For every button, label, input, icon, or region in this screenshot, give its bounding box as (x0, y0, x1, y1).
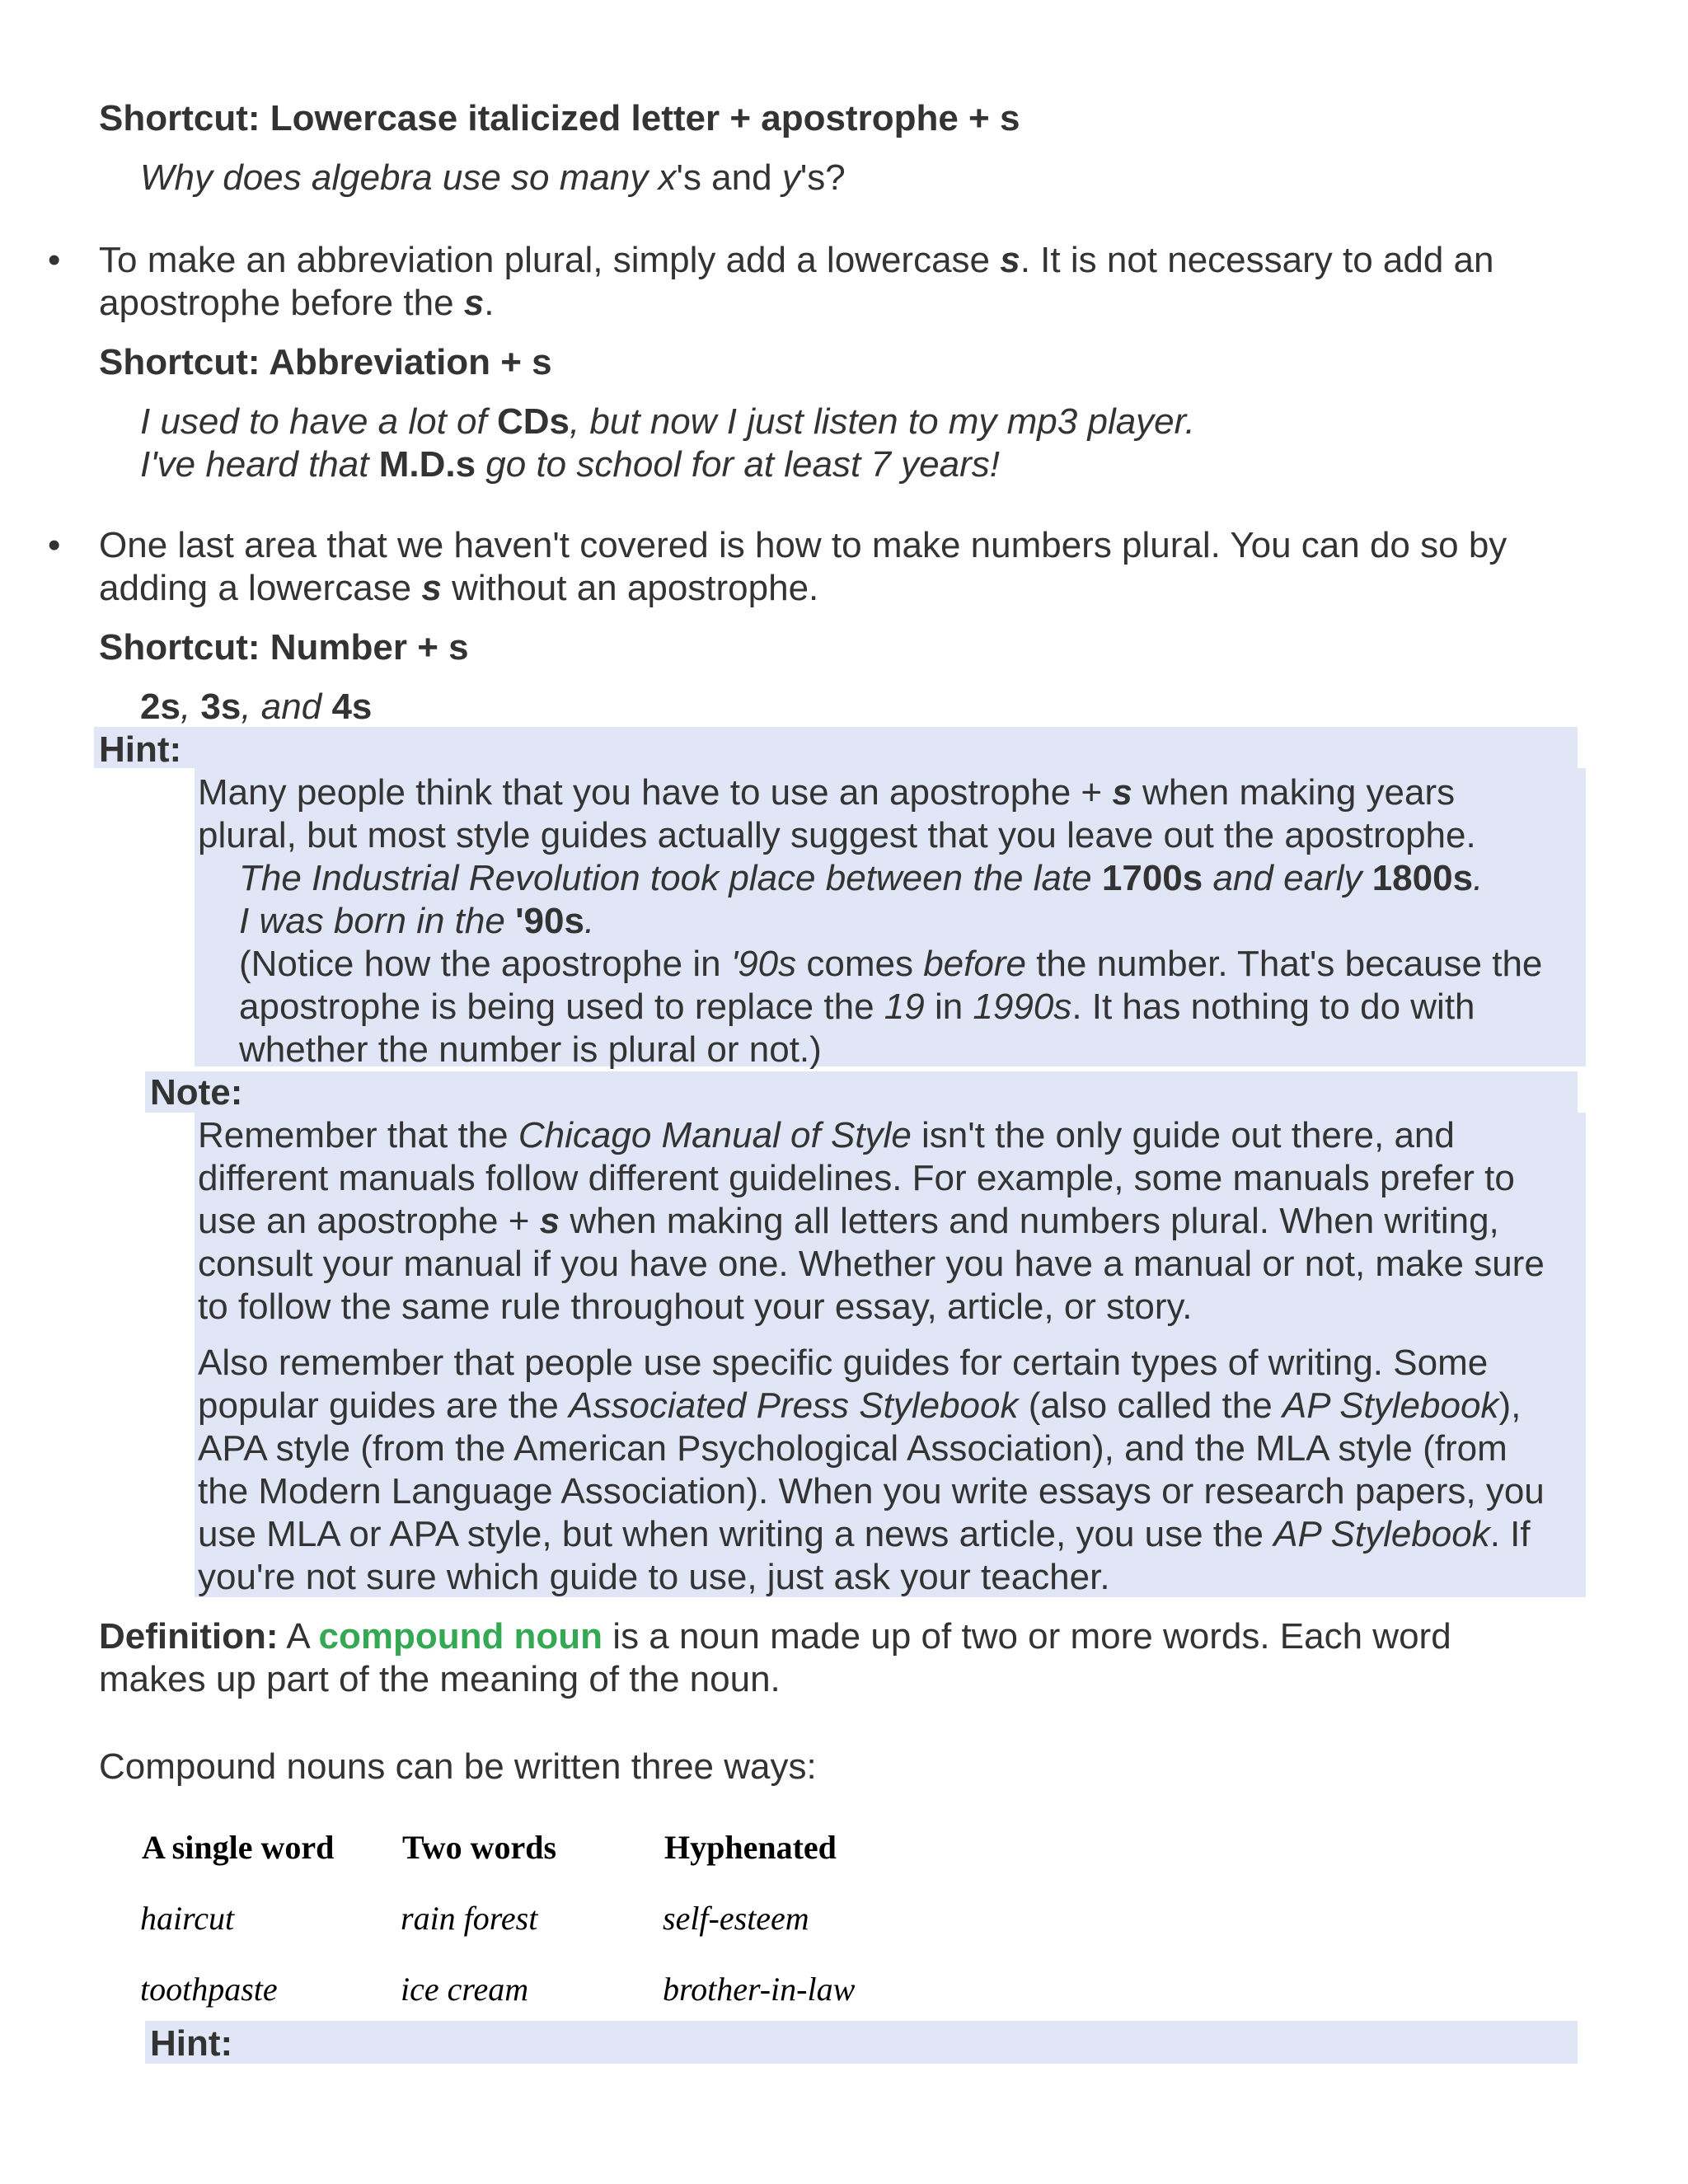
note-line8: APA style (from the American Psychological Association), and the MLA style (from (198, 1428, 1507, 1469)
text: without an apostrophe. (441, 568, 819, 608)
hint-line1 (198, 771, 1455, 814)
hint-label-band (145, 2021, 1578, 2064)
text: . It has nothing to do with (1071, 987, 1475, 1027)
letter-s: s (421, 568, 442, 608)
numbers-paragraph-line2 (99, 567, 818, 610)
text: . (1473, 858, 1484, 898)
text: when making all letters and numbers plural. When writing, (560, 1201, 1499, 1241)
table-cell: rain forest (401, 1900, 538, 1937)
note-line4: consult your manual if you have one. Whether you have a manual or not, make sure (198, 1244, 1545, 1284)
text: adding a lowercase (99, 568, 422, 608)
hint-label-band (94, 727, 1578, 768)
bullet-icon: • (48, 525, 61, 565)
text: To make an abbreviation plural, simply add a lowercase (99, 240, 1001, 280)
text: isn't the only guide out there, and (911, 1115, 1455, 1155)
text: ), (1498, 1385, 1522, 1426)
table-header: A single word (142, 1829, 335, 1866)
defined-term: compound noun (318, 1616, 603, 1657)
text: and early (1203, 858, 1372, 898)
text: apostrophe before the (99, 283, 464, 323)
example-text: 's and (676, 157, 782, 198)
note-line6: Also remember that people use specific guides for certain types of writing. Some (198, 1343, 1489, 1383)
note-line10 (198, 1513, 1531, 1556)
text: when making years (1132, 772, 1456, 813)
table-cell: ice cream (401, 1971, 529, 2008)
text: . (584, 901, 595, 941)
table-cell: haircut (140, 1900, 235, 1937)
text: apostrophe is being used to replace the (239, 987, 884, 1027)
text: The Industrial Revolution took place between the late (239, 858, 1102, 898)
shortcut-heading-letters: Shortcut: Lowercase italicized letter + apostrophe + s (99, 98, 1020, 138)
text: in (924, 987, 973, 1027)
note-line2: different manuals follow different guidelines. For example, some manuals prefer to (198, 1158, 1515, 1198)
text: Chicago Manual of Style (518, 1115, 912, 1155)
text: use an apostrophe + (198, 1201, 540, 1241)
example-letter-y: y (781, 157, 800, 198)
example-letter-x: x (658, 157, 677, 198)
text: . It is not necessary to add an (1020, 240, 1494, 280)
text: comes (796, 944, 924, 984)
note-line1 (198, 1114, 1455, 1157)
definition-line2: makes up part of the meaning of the noun. (99, 1659, 781, 1699)
text: (Notice how the apostrophe in (239, 944, 731, 984)
term: 1700s (1101, 858, 1203, 898)
hint-example-90s (239, 900, 594, 943)
text: . (484, 283, 495, 323)
abbreviation-paragraph-line1 (99, 239, 1494, 282)
text: AP Stylebook (1282, 1385, 1499, 1426)
note-line11: you're not sure which guide to use, just ask your teacher. (198, 1557, 1110, 1597)
text: '90s (730, 944, 797, 984)
text: , and (241, 687, 332, 727)
text: Associated Press Stylebook (569, 1385, 1019, 1426)
note-label: Note: (150, 1072, 243, 1113)
example-text: Why does algebra use so many (140, 157, 659, 198)
example-text: 's? (799, 157, 846, 198)
note-line3 (198, 1200, 1499, 1243)
term: CDs (496, 401, 570, 442)
text: is a noun made up of two or more words. Each word (603, 1616, 1451, 1657)
text: I used to have a lot of (140, 401, 497, 442)
text: AP Stylebook (1273, 1514, 1490, 1554)
letter-s: s (463, 283, 485, 323)
note-label-band (145, 1071, 1578, 1113)
text: the number. That's because the (1025, 944, 1543, 984)
text: I was born in the (239, 901, 516, 941)
text: Many people think that you have to use an apostrophe + (198, 772, 1113, 813)
term: 4s (331, 687, 373, 727)
numbers-paragraph-line1: One last area that we haven't covered is how to make numbers plural. You can do so by (99, 525, 1507, 565)
table-header: Hyphenated (664, 1829, 837, 1866)
table-header: Two words (402, 1829, 557, 1866)
text: , (180, 687, 201, 727)
example-letters (140, 157, 846, 199)
definition-label: Definition: (99, 1616, 279, 1657)
note-line5: to follow the same rule throughout your essay, article, or story. (198, 1286, 1193, 1327)
table-cell: brother-in-law (663, 1971, 856, 2008)
text: Remember that the (198, 1115, 518, 1155)
note-line9: the Modern Language Association). When you write essays or research papers, you (198, 1471, 1545, 1511)
term: 2s (140, 687, 181, 727)
text: use MLA or APA style, but when writing a news article, you use the (198, 1514, 1274, 1554)
term: '90s (515, 901, 584, 941)
abbreviation-paragraph-line2 (99, 282, 495, 325)
text: popular guides are the (198, 1385, 570, 1426)
term: M.D.s (378, 444, 476, 485)
hint-explanation-line2 (239, 986, 1475, 1029)
text: A (278, 1616, 319, 1657)
bullet-icon: • (48, 240, 61, 280)
hint-explanation-line3: whether the number is plural or not.) (239, 1029, 822, 1070)
term: 3s (200, 687, 241, 727)
example-cds (140, 401, 1195, 443)
shortcut-heading-number: Shortcut: Number + s (99, 627, 469, 668)
hint-example-1700s (239, 857, 1483, 900)
table-cell: self-esteem (663, 1900, 809, 1937)
example-numbers (140, 686, 372, 729)
compound-intro: Compound nouns can be written three ways: (99, 1746, 817, 1787)
text: 19 (884, 987, 925, 1027)
text: (also called the (1018, 1385, 1282, 1426)
shortcut-heading-abbreviation: Shortcut: Abbreviation + s (99, 342, 552, 382)
letter-s: s (1000, 240, 1020, 280)
hint-line2: plural, but most style guides actually suggest that you leave out the apostrophe. (198, 815, 1476, 855)
definition-line1 (99, 1615, 1451, 1658)
text: I've heard that (140, 444, 379, 485)
letter-s: s (1112, 772, 1132, 813)
text: . If (1489, 1514, 1531, 1554)
hint-explanation-line1 (239, 943, 1542, 986)
text: , but now I just listen to my mp3 player. (569, 401, 1195, 442)
text: before (923, 944, 1026, 984)
example-mds (140, 443, 1000, 486)
text: 1990s (973, 987, 1072, 1027)
term: 1800s (1372, 858, 1474, 898)
hint-label: Hint: (150, 2023, 233, 2064)
letter-s: s (539, 1201, 560, 1241)
hint-label: Hint: (99, 729, 182, 770)
table-cell: toothpaste (140, 1971, 278, 2008)
text: go to school for at least 7 years! (476, 444, 1000, 485)
note-line7 (198, 1385, 1521, 1427)
